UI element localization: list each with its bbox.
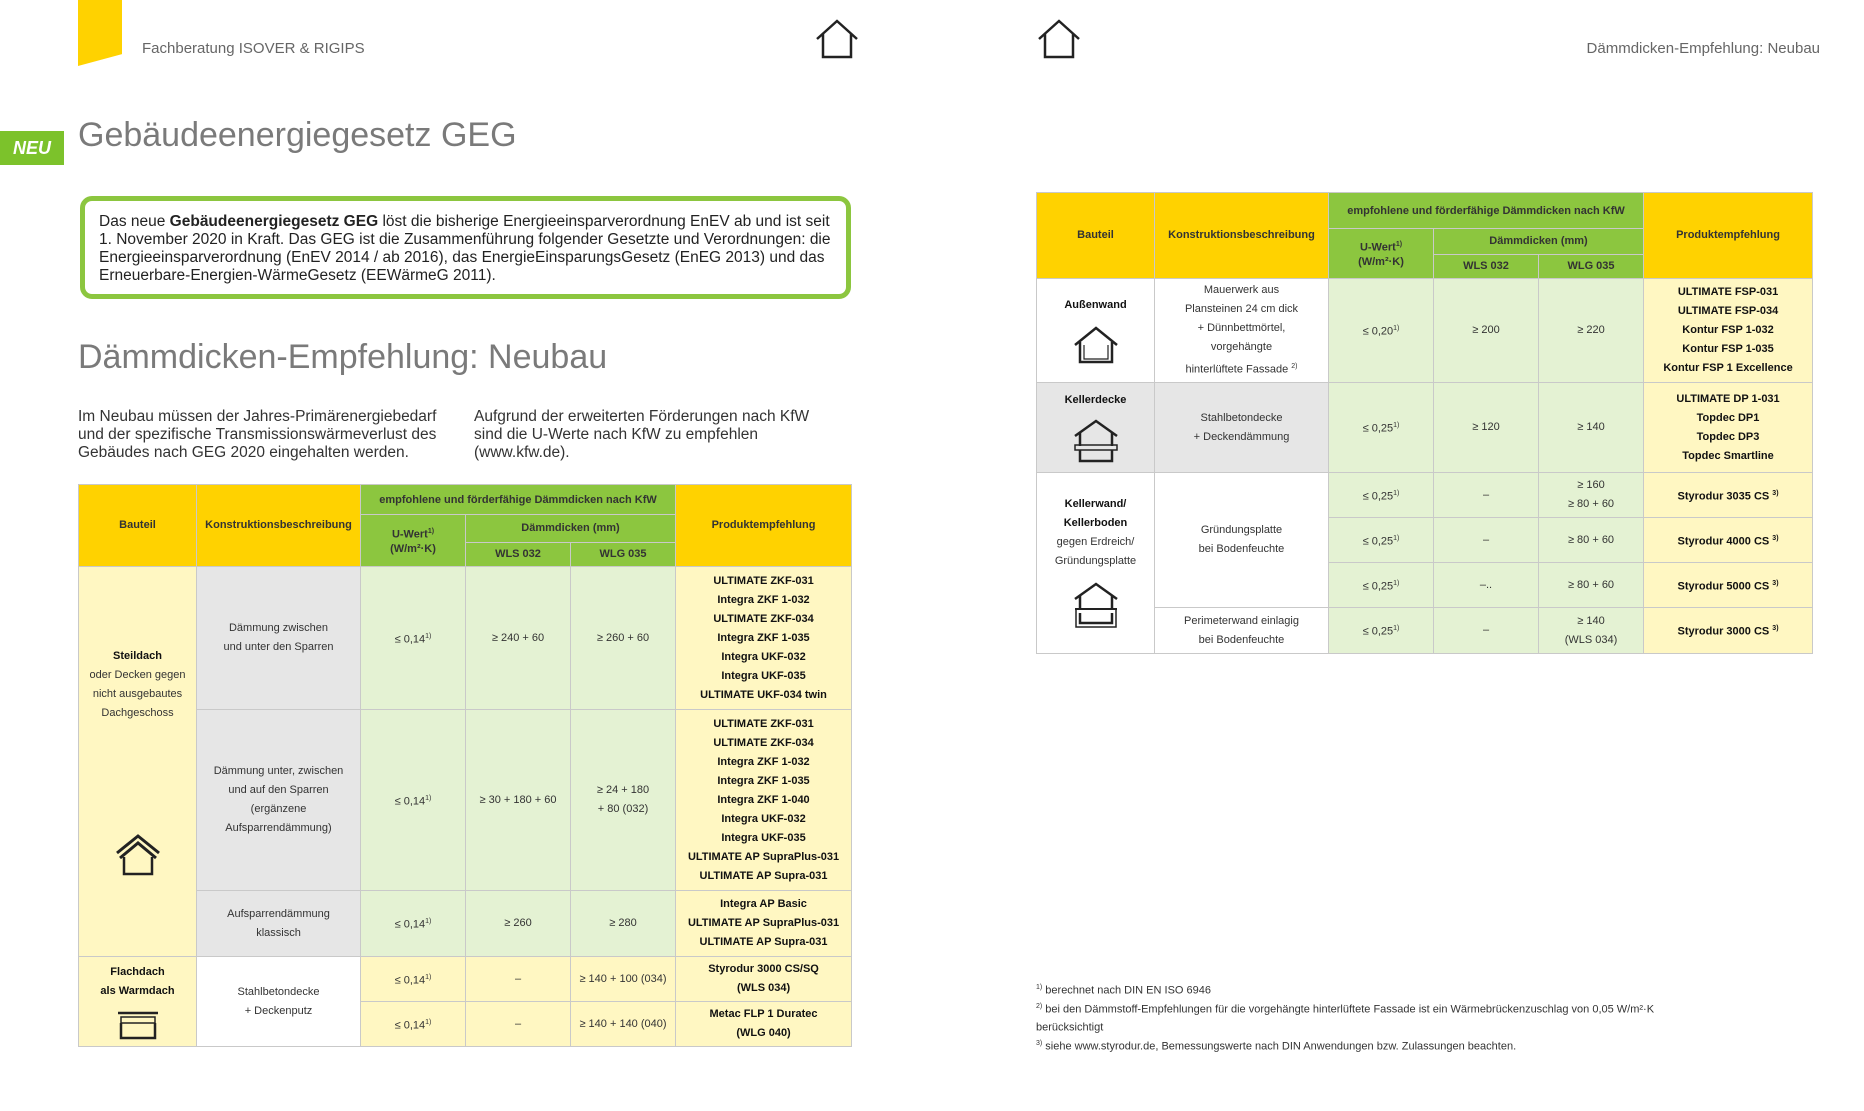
uwert-cell [1329,473,1434,518]
produkt-item: Kontur FSP 1-035 [1682,343,1774,355]
para-right: Aufgrund der erweiterten Förderungen nach KfW sind die U-Werte nach KfW zu empfehlen (www.kfw.de). [474,408,810,461]
wlg035-cell: ≥ 140 [1539,383,1644,473]
konstruktion-cell [1155,383,1329,473]
bauteil-title: Kellerdecke [1064,394,1127,406]
wls032-cell: – [1434,473,1539,518]
konstruktion-cell [1155,473,1329,608]
konstruktion-sup: 2) [1291,363,1298,371]
intro-box [80,196,851,299]
konstruktion-line: Mauerwerk aus [1203,284,1280,297]
uwert-cell [1329,279,1434,383]
accent-bar [78,0,122,66]
produkt-sup: 3) [1772,579,1779,587]
wlg035-line: + 80 (032) [597,803,649,815]
uwert-sup: 1) [1393,579,1400,587]
konstruktion-line: vorgehängte [1210,341,1273,354]
produkt-item: (WLS 034) [736,982,791,994]
aussenwand-icon [1072,325,1120,365]
th-wls032: WLS 032 [466,543,571,567]
wls032-cell: – [466,1002,571,1047]
neu-badge: NEU [0,131,64,165]
wlg035-cell: ≥ 280 [571,891,676,957]
table-row [79,957,852,1002]
konstruktion-line: (ergänzene [250,803,307,815]
header-left: Fachberatung ISOVER & RIGIPS [142,40,365,57]
uwert-sup: 1) [425,632,432,640]
th-uwert-unit: (W/m²·K) [390,543,436,556]
produkt-item: ULTIMATE DP 1-031 [1676,392,1780,405]
wls032-cell: – [1434,518,1539,563]
wlg035-cell: ≥ 140 + 140 (040) [571,1002,676,1047]
flachdach-icon [115,1007,161,1041]
footnotes [1036,980,1816,1055]
produkt-cell [676,891,852,957]
bauteil-aussenwand [1037,279,1155,383]
konstruktion-line: klassisch [256,926,301,939]
uwert-cell [361,567,466,710]
bauteil-title: Kellerwand/ [1064,498,1127,510]
th-wlg035: WLG 035 [571,543,676,567]
produkt-item: Metac FLP 1 Duratec [709,1008,818,1020]
produkt-item: ULTIMATE AP SupraPlus-031 [687,917,840,929]
uwert-value: ≤ 0,14 [394,974,426,987]
konstruktion-line: Plansteinen 24 cm dick [1184,303,1299,316]
footnote [1036,1036,1816,1055]
produkt-item: (WLG 040) [736,1027,791,1039]
produkt-item: Topdec Smartline [1682,449,1774,462]
uwert-value: ≤ 0,25 [1362,422,1394,435]
uwert-value: ≤ 0,14 [394,795,426,808]
produkt-item: Integra ZKF 1-032 [717,755,810,768]
produkt-item: Integra ZKF 1-032 [717,593,810,606]
produkt-item: Integra UKF-032 [721,650,806,663]
konstruktion-cell [1155,608,1329,654]
konstruktion-cell [1155,279,1329,383]
bauteil-title: Steildach [113,649,162,662]
produkt-item: Integra UKF-035 [721,669,806,682]
produkt-sup: 3) [1772,489,1779,497]
wlg035-line: ≥ 160 [1577,479,1605,491]
uwert-sup: 1) [1393,489,1400,497]
kellerdecke-icon [1072,418,1120,464]
uwert-cell [361,957,466,1002]
th-produkt: Produktempfehlung [1644,193,1813,279]
footnote [1036,980,1816,999]
left-data-table [78,484,852,1047]
uwert-sup: 1) [425,1018,432,1026]
wlg035-line: ≥ 80 + 60 [1567,498,1615,510]
uwert-cell [1329,563,1434,608]
produkt-item: Styrodur 5000 CS [1677,580,1770,593]
uwert-value: ≤ 0,20 [1362,325,1394,338]
konstruktion-line: bei Bodenfeuchte [1198,543,1285,555]
konstruktion-line: Dämmung zwischen [228,622,329,634]
wls032-cell: ≥ 200 [1434,279,1539,383]
th-group: empfohlene und förderfähige Dämmdicken nach KfW [1329,193,1644,229]
uwert-sup: 1) [1393,534,1400,542]
produkt-item: Integra UKF-032 [721,812,806,825]
wlg035-cell: ≥ 260 + 60 [571,567,676,710]
th-bauteil: Bauteil [1037,193,1155,279]
bauteil-sub: gegen Erdreich/ [1056,536,1135,548]
produkt-item: Styrodur 3000 CS [1677,625,1770,638]
wlg035-cell: ≥ 80 + 60 [1539,518,1644,563]
th-uwert-sup: 1) [1395,240,1403,248]
wlg035-cell: ≥ 140 + 100 (034) [571,957,676,1002]
footnote-mark: 1) [1036,984,1043,991]
produkt-cell [1644,383,1813,473]
uwert-value: ≤ 0,25 [1362,535,1394,548]
wlg035-line: ≥ 24 + 180 [596,784,650,796]
produkt-sup: 3) [1772,534,1779,542]
konstruktion-line: Stahlbetondecke [1200,411,1283,424]
uwert-sup: 1) [1393,325,1400,333]
th-group: empfohlene und förderfähige Dämmdicken nach KfW [361,485,676,515]
wls032-cell: –.. [1434,563,1539,608]
wls032-cell: – [1434,608,1539,654]
th-wlg035: WLG 035 [1539,255,1644,279]
bauteil-sub: nicht ausgebautes [92,687,183,700]
footnote-text: berechnet nach DIN EN ISO 6946 [1042,984,1211,997]
produkt-item: Kontur FSP 1-032 [1682,324,1774,336]
para-left: Im Neubau müssen der Jahres-Primärenergiebedarf und der spezifische Transmissionswärmeverlust des Gebäudes nach GEG 2020 eingehalten werden. [78,408,437,461]
konstruktion-line: + Dünnbettmörtel, [1197,322,1286,335]
produkt-item: ULTIMATE AP Supra-031 [699,869,828,882]
produkt-item: ULTIMATE FSP-031 [1677,286,1779,298]
produkt-sup: 3) [1772,625,1779,633]
produkt-cell [676,710,852,891]
wlg035-cell: ≥ 220 [1539,279,1644,383]
produkt-item: Topdec DP3 [1696,430,1760,443]
footnote [1036,999,1816,1018]
header-right: Dämmdicken-Empfehlung: Neubau [1586,40,1820,57]
wls032-cell: ≥ 240 + 60 [466,567,571,710]
uwert-sup: 1) [425,918,432,926]
th-uwert-label: U-Wert [1359,241,1396,254]
th-wls032: WLS 032 [1434,255,1539,279]
produkt-item: Integra ZKF 1-040 [717,793,810,806]
wlg035-line: ≥ 140 [1577,614,1605,627]
bauteil-flachdach [79,957,197,1047]
page-title: Gebäudeenergiegesetz GEG [78,116,517,154]
th-uwert-sup: 1) [427,527,435,535]
intro-bold: Gebäudeenergiegesetz GEG [169,213,379,230]
uwert-sup: 1) [425,794,432,802]
footnote [1036,1017,1816,1036]
footnote-mark: 2) [1036,1002,1043,1010]
uwert-cell [361,1002,466,1047]
uwert-value: ≤ 0,25 [1362,580,1394,593]
uwert-value: ≤ 0,25 [1362,490,1394,503]
steildach-icon [114,833,162,877]
produkt-cell [1644,279,1813,383]
footnote-text: berücksichtigt [1036,1021,1104,1034]
th-uwert-label: U-Wert [391,528,428,541]
uwert-cell [1329,608,1434,654]
uwert-value: ≤ 0,14 [394,918,426,931]
wlg035-cell: ≥ 80 + 60 [1539,563,1644,608]
konstruktion-line: und unter den Sparren [223,641,334,653]
table-row [1037,473,1813,518]
produkt-item: Styrodur 3035 CS [1677,490,1770,503]
right-data-table [1036,192,1813,654]
bauteil-kellerdecke [1037,383,1155,473]
produkt-item: Integra UKF-035 [721,831,806,844]
table-row [1037,383,1813,473]
wlg035-cell [571,710,676,891]
produkt-item: ULTIMATE ZKF-031 [713,717,814,730]
produkt-item: ULTIMATE AP Supra-031 [699,936,828,948]
bauteil-sub: oder Decken gegen [89,668,186,681]
uwert-value: ≤ 0,25 [1362,625,1394,638]
th-konstruktion: Konstruktionsbeschreibung [1155,193,1329,279]
produkt-cell [676,957,852,1002]
produkt-item: Integra ZKF 1-035 [717,631,810,644]
produkt-item: ULTIMATE ZKF-031 [713,574,814,587]
uwert-cell [1329,518,1434,563]
th-uwert [1329,229,1434,279]
produkt-cell [1644,473,1813,518]
house-outline-icon[interactable] [814,18,860,60]
house-outline-icon[interactable] [1036,18,1082,60]
wlg035-line: (WLS 034) [1564,633,1618,646]
uwert-sup: 1) [1393,422,1400,430]
th-produkt: Produktempfehlung [676,485,852,567]
konstruktion-cell [197,957,361,1047]
th-uwert [361,515,466,567]
konstruktion-line: Aufsparrendämmung) [225,822,332,834]
wls032-cell: – [466,957,571,1002]
footnote-text: bei den Dämmstoff-Empfehlungen für die vorgehängte hinterlüftete Fassade ist ein Wärmebrückenzuschlag von 0,05 W/m²·K [1042,1003,1655,1016]
uwert-value: ≤ 0,14 [394,633,426,646]
produkt-item: Integra ZKF 1-035 [717,774,810,787]
konstruktion-line: Dämmung unter, zwischen [213,765,344,777]
table-row [79,567,852,710]
th-bauteil: Bauteil [79,485,197,567]
bauteil-sub: Gründungsplatte [1054,555,1137,567]
produkt-item: Kontur FSP 1 Excellence [1663,362,1793,374]
section-title: Dämmdicken-Empfehlung: Neubau [78,338,608,376]
bauteil-steildach [79,567,197,957]
produkt-item: ULTIMATE AP SupraPlus-031 [687,850,840,863]
bauteil-title: als Warmdach [100,984,175,997]
bauteil-sub: Dachgeschoss [101,706,174,719]
wlg035-cell [1539,473,1644,518]
uwert-cell [1329,383,1434,473]
th-daemm: Dämmdicken (mm) [1434,229,1644,255]
uwert-sup: 1) [425,973,432,981]
konstruktion-cell [197,710,361,891]
produkt-cell [1644,608,1813,654]
produkt-cell [1644,518,1813,563]
produkt-item: ULTIMATE UKF-034 twin [700,688,827,701]
wls032-cell: ≥ 260 [466,891,571,957]
konstruktion-cell [197,891,361,957]
bauteil-title: Außenwand [1064,299,1127,311]
produkt-item: Topdec DP1 [1696,411,1760,424]
footnote-text: siehe www.styrodur.de, Bemessungswerte nach DIN Anwendungen bzw. Zulassungen beachten. [1042,1040,1517,1053]
wlg035-cell [1539,608,1644,654]
bauteil-title: Flachdach [110,965,165,978]
wls032-cell: ≥ 120 [1434,383,1539,473]
uwert-sup: 1) [1393,625,1400,633]
produkt-item: ULTIMATE FSP-034 [1677,305,1779,317]
th-daemm: Dämmdicken (mm) [466,515,676,543]
uwert-cell [361,710,466,891]
produkt-item: Styrodur 4000 CS [1677,535,1770,548]
uwert-value: ≤ 0,14 [394,1019,426,1032]
table-row [1037,279,1813,383]
footnote-mark: 3) [1036,1039,1043,1047]
konstruktion-line: und auf den Sparren [228,784,329,796]
bauteil-kellerwand [1037,473,1155,654]
produkt-cell [676,567,852,710]
uwert-cell [361,891,466,957]
th-konstruktion: Konstruktionsbeschreibung [197,485,361,567]
produkt-cell [1644,563,1813,608]
konstruktion-line: Perimeterwand einlagig [1184,614,1299,627]
produkt-item: Styrodur 3000 CS/SQ [708,963,819,975]
konstruktion-line: Aufsparrendämmung [227,907,330,920]
bauteil-title: Kellerboden [1063,517,1128,529]
produkt-item: Integra AP Basic [720,898,807,910]
produkt-cell [676,1002,852,1047]
konstruktion-line: Gründungsplatte [1200,524,1283,536]
konstruktion-line: + Deckendämmung [1193,430,1290,443]
produkt-item: ULTIMATE ZKF-034 [713,736,814,749]
konstruktion-line [1159,357,1324,380]
konstruktion-line: Stahlbetondecke [237,985,320,998]
intro-post: löst die bisherige Energieeinsparverordnung EnEV ab und ist seit 1. November 2020 in Kraft. Das GEG ist die Zusammenführung folgender Gesetzte und Verordnungen: die Energieeinsparverordnung (EnEV 2014 / ab 2016), das EnergieEinsparungsGesetz (EnEG 2013) und das Erneuerbare-Energien-WärmeGesetz (EEWärmeG 2011). [99,213,831,284]
konstruktion-cell [197,567,361,710]
th-uwert-unit: (W/m²·K) [1358,256,1404,269]
konstruktion-line: bei Bodenfeuchte [1198,633,1285,646]
konstruktion-line: + Deckenputz [244,1004,313,1017]
kellerwand-icon [1072,581,1120,631]
produkt-item: ULTIMATE ZKF-034 [713,612,814,625]
intro-pre: Das neue [99,213,170,230]
wls032-cell: ≥ 30 + 180 + 60 [466,710,571,891]
konstruktion-text: hinterlüftete Fassade [1185,363,1289,376]
